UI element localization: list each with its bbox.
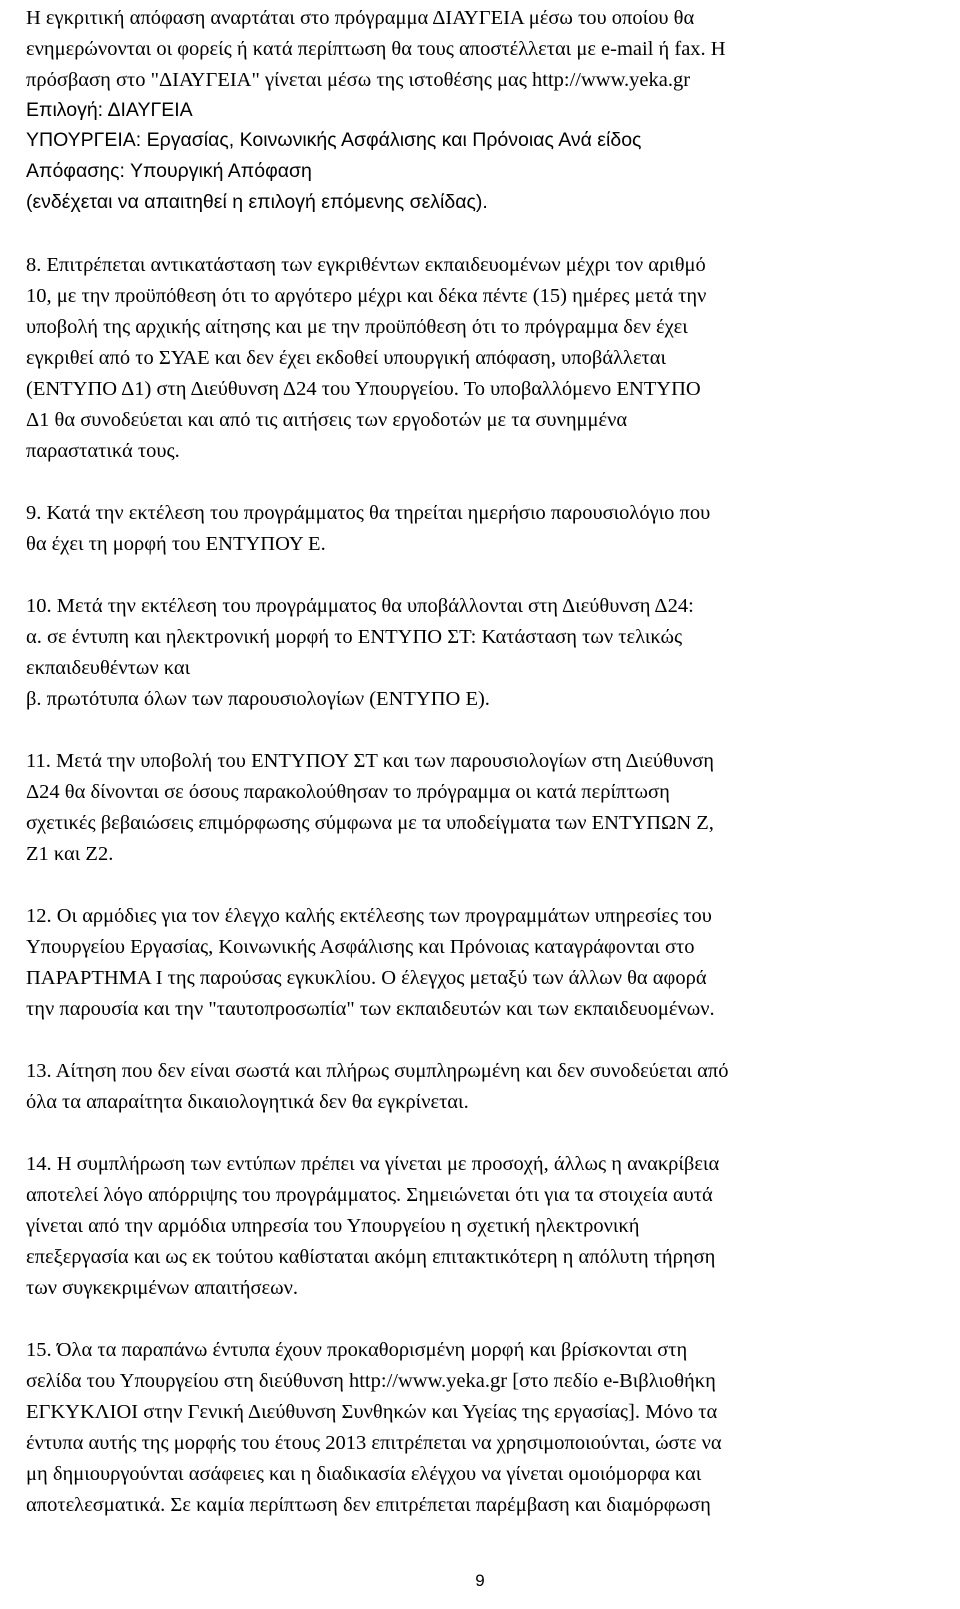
- text-line: έντυπα αυτής της μορφής του έτους 2013 επιτρέπεται να χρησιμοποιούνται, ώστε να: [26, 1432, 722, 1454]
- page-number: 9: [475, 1571, 485, 1590]
- text-line: 9. Κατά την εκτέλεση του προγράμματος θα τηρείται ημερήσιο παρουσιολόγιο που: [26, 502, 711, 524]
- text-line: (ενδέχεται να απαιτηθεί η επιλογή επόμενης σελίδας).: [26, 191, 488, 213]
- text-line: εγκριθεί από το ΣΥΑΕ και δεν έχει εκδοθεί υπουργική απόφαση, υποβάλλεται: [26, 347, 667, 369]
- text-line: 13. Αίτηση που δεν είναι σωστά και πλήρως συμπληρωμένη και δεν συνοδεύεται από: [26, 1060, 729, 1082]
- text-line: αποτελεσματικά. Σε καμία περίπτωση δεν επιτρέπεται παρέμβαση και διαμόρφωση: [26, 1494, 711, 1516]
- text-line: Η εγκριτική απόφαση αναρτάται στο πρόγραμμα ΔΙΑΥΓΕΙΑ μέσω του οποίου θα: [26, 7, 695, 29]
- text-line: των συγκεκριμένων απαιτήσεων.: [26, 1277, 299, 1299]
- text-line: ΠΑΡΑΡΤΗΜΑ Ι της παρούσας εγκυκλίου. Ο έλεγχος μεταξύ των άλλων θα αφορά: [26, 967, 707, 989]
- text-line: εκπαιδευθέντων και: [26, 657, 191, 679]
- text-line: ΥΠΟΥΡΓΕΙΑ: Εργασίας, Κοινωνικής Ασφάλισης και Πρόνοιας Ανά είδος: [26, 129, 642, 151]
- text-line: Υπουργείου Εργασίας, Κοινωνικής Ασφάλισης και Πρόνοιας καταγράφονται στο: [26, 936, 695, 958]
- text-line: επεξεργασία και ως εκ τούτου καθίσταται ακόμη επιτακτικότερη η απόλυτη τήρηση: [26, 1246, 716, 1268]
- text-line: την παρουσία και την "ταυτοπροσωπία" των εκπαιδευτών και των εκπαιδευομένων.: [26, 998, 715, 1020]
- text-line: Ζ1 και Ζ2.: [26, 843, 114, 865]
- text-line: Δ1 θα συνοδεύεται και από τις αιτήσεις των εργοδοτών με τα συνημμένα: [26, 409, 628, 431]
- text-line: α. σε έντυπη και ηλεκτρονική μορφή το ΕΝΤΥΠΟ ΣΤ: Κατάσταση των τελικώς: [26, 626, 683, 648]
- text-line: 8. Επιτρέπεται αντικατάσταση των εγκριθέντων εκπαιδευομένων μέχρι τον αριθμό: [26, 254, 706, 276]
- text-line: 12. Οι αρμόδιες για τον έλεγχο καλής εκτέλεσης των προγραμμάτων υπηρεσίες του: [26, 905, 712, 927]
- text-line: υποβολή της αρχικής αίτησης και με την προϋπόθεση ότι το πρόγραμμα δεν έχει: [26, 316, 688, 338]
- text-line: 10. Μετά την εκτέλεση του προγράμματος θα υποβάλλονται στη Διεύθυνση Δ24:: [26, 595, 694, 617]
- text-line: ενημερώνονται οι φορείς ή κατά περίπτωση θα τους αποστέλλεται με e-mail ή fax. Η: [26, 38, 726, 60]
- text-line: σχετικές βεβαιώσεις επιμόρφωσης σύμφωνα με τα υποδείγματα των ΕΝΤΥΠΩΝ Ζ,: [26, 812, 714, 834]
- text-line: σελίδα του Υπουργείου στη διεύθυνση http://www.yeka.gr [στο πεδίο e-Βιβλιοθήκη: [26, 1370, 716, 1392]
- text-line: Επιλογή: ΔΙΑΥΓΕΙΑ: [26, 99, 193, 121]
- text-line: γίνεται από την αρμόδια υπηρεσία του Υπουργείου η σχετική ηλεκτρονική: [26, 1215, 640, 1237]
- text-line: 10, με την προϋπόθεση ότι το αργότερο μέχρι και δέκα πέντε (15) ημέρες μετά την: [26, 285, 707, 307]
- text-line: μη δημιουργούνται ασάφειες και η διαδικασία ελέγχου να γίνεται ομοιόμορφα και: [26, 1463, 702, 1485]
- text-line: ΕΓΚΥΚΛΙΟΙ στην Γενική Διεύθυνση Συνθηκών και Υγείας της εργασίας]. Μόνο τα: [26, 1401, 718, 1423]
- text-line: 15. Όλα τα παραπάνω έντυπα έχουν προκαθορισμένη μορφή και βρίσκονται στη: [26, 1339, 688, 1361]
- text-line: Δ24 θα δίνονται σε όσους παρακολούθησαν το πρόγραμμα οι κατά περίπτωση: [26, 781, 670, 803]
- text-line: (ΕΝΤΥΠΟ Δ1) στη Διεύθυνση Δ24 του Υπουργείου. Το υποβαλλόμενο ΕΝΤΥΠΟ: [26, 378, 701, 400]
- text-line: 14. Η συμπλήρωση των εντύπων πρέπει να γίνεται με προσοχή, άλλως η ανακρίβεια: [26, 1153, 720, 1175]
- text-line: όλα τα απαραίτητα δικαιολογητικά δεν θα εγκρίνεται.: [26, 1091, 469, 1113]
- text-line: Απόφασης: Υπουργική Απόφαση: [26, 160, 312, 182]
- text-line: 11. Μετά την υποβολή του ΕΝΤΥΠΟΥ ΣΤ και των παρουσιολογίων στη Διεύθυνση: [26, 750, 715, 772]
- text-line: πρόσβαση στο "ΔΙΑΥΓΕΙΑ" γίνεται μέσω της ιστοθέσης μας http://www.yeka.gr: [26, 69, 691, 91]
- text-line: αποτελεί λόγο απόρριψης του προγράμματος. Σημειώνεται ότι για τα στοιχεία αυτά: [26, 1184, 713, 1206]
- text-line: παραστατικά τους.: [26, 440, 180, 462]
- text-line: θα έχει τη μορφή του ΕΝΤΥΠΟΥ Ε.: [26, 533, 326, 555]
- text-line: β. πρωτότυπα όλων των παρουσιολογίων (ΕΝΤΥΠΟ Ε).: [26, 688, 490, 710]
